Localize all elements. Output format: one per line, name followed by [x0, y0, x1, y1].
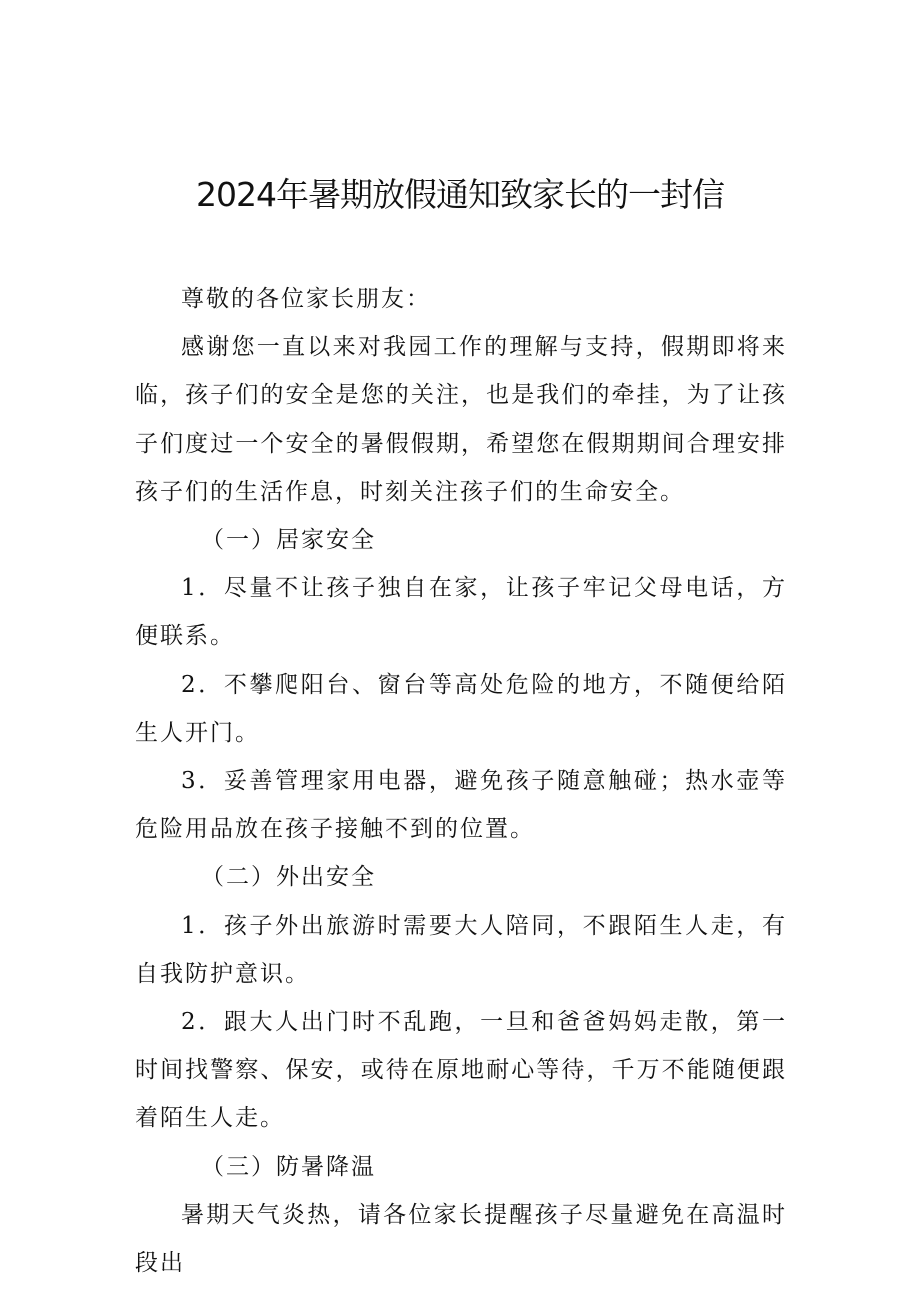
- list-item: 1．孩子外出旅游时需要大人陪同，不跟陌生人走，有自我防护意识。: [135, 912, 787, 987]
- list-item: 2．不攀爬阳台、窗台等高处危险的地方，不随便给陌生人开门。: [135, 671, 787, 746]
- list-item: 暑期天气炎热，请各位家长提醒孩子尽量避免在高温时段出: [135, 1201, 787, 1277]
- section-heading-outdoor-safety: （二）外出安全: [201, 864, 376, 891]
- intro-paragraph: 感谢您一直以来对我园工作的理解与支持，假期即将来临，孩子们的安全是您的关注，也是我们的牵挂，为了让孩子们度过一个安全的暑假假期，希望您在假期期间合理安排孩子们的生活作息，时刻关注孩子们的生命安全。: [135, 334, 787, 505]
- list-item: 1．尽量不让孩子独自在家，让孩子牢记父母电话，方便联系。: [135, 575, 787, 650]
- document-title: 2024年暑期放假通知致家长的一封信: [196, 175, 724, 214]
- section-heading-home-safety: （一）居家安全: [201, 527, 376, 554]
- letter-body: [135, 275, 787, 1287]
- section-heading-heat-prevention: （三）防暑降温: [201, 1153, 376, 1180]
- list-item: 2．跟大人出门时不乱跑，一旦和爸爸妈妈走散，第一时间找警察、保安，或待在原地耐心等待，千万不能随便跟着陌生人走。: [135, 1009, 787, 1132]
- greeting: 尊敬的各位家长朋友：: [181, 286, 431, 312]
- list-item: 3．妥善管理家用电器，避免孩子随意触碰；热水壶等危险用品放在孩子接触不到的位置。: [135, 768, 787, 843]
